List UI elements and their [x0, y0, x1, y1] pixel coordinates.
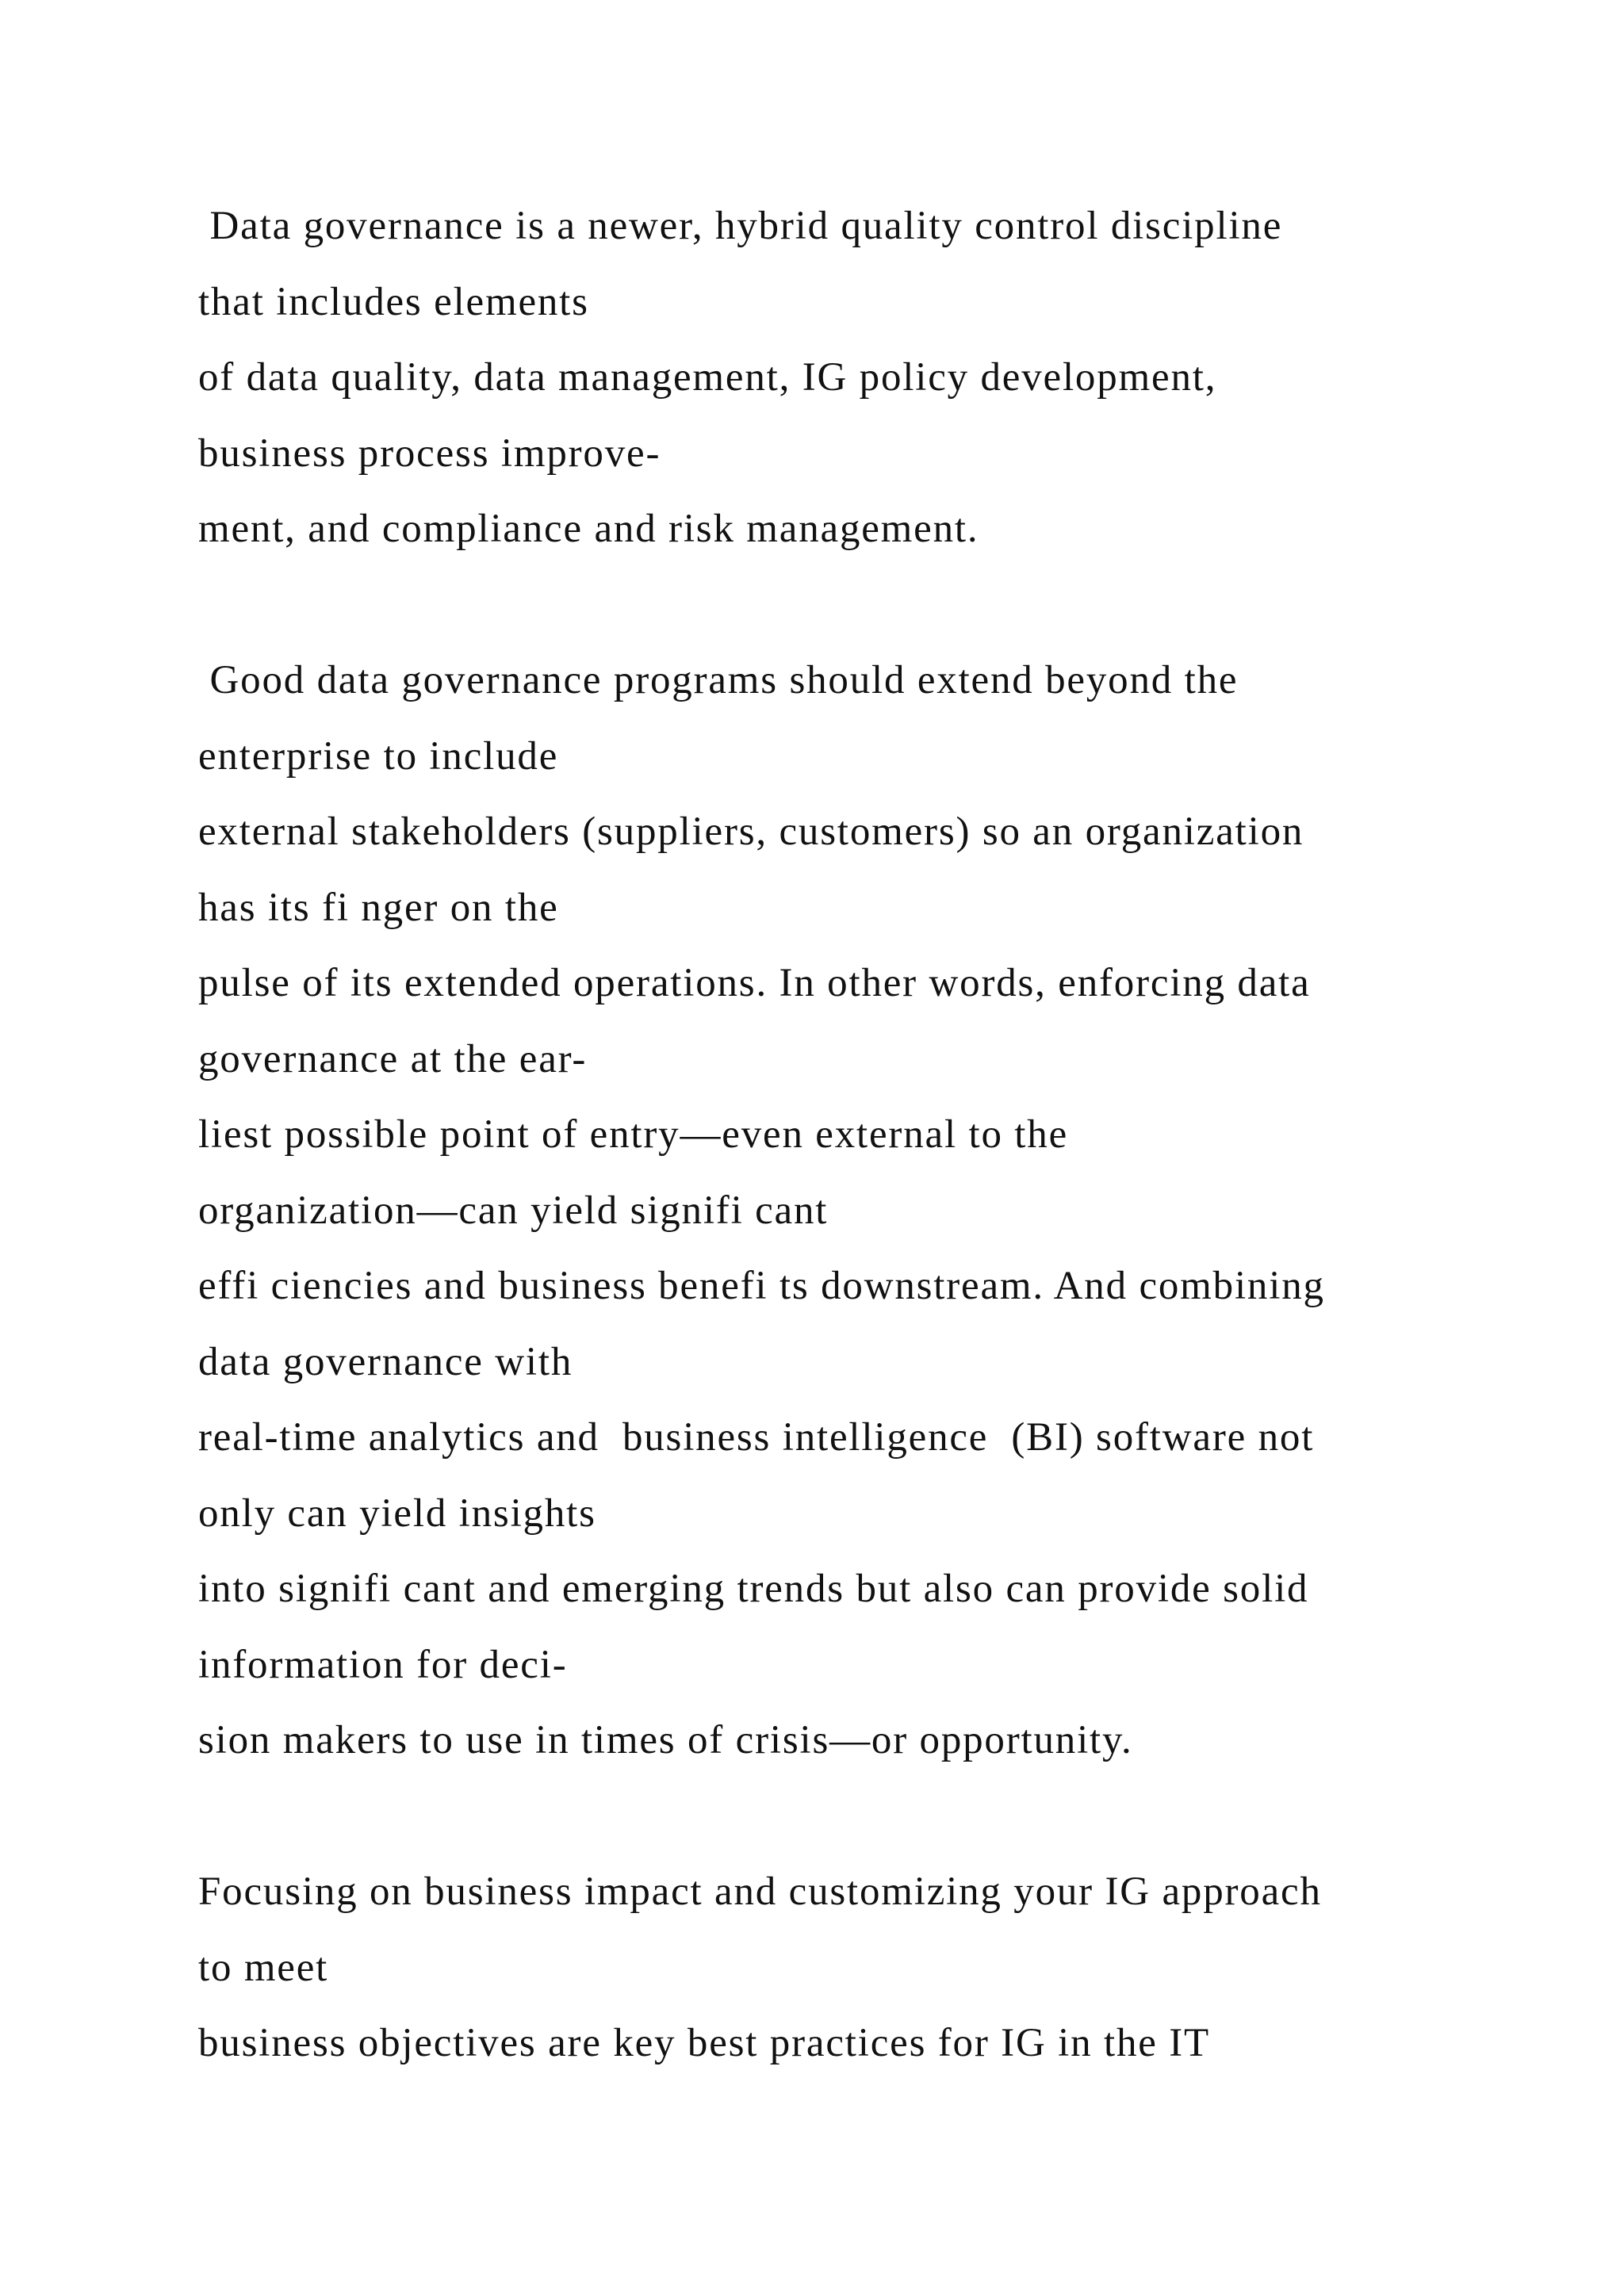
text-line: real-time analytics and business intelligence (BI) software not: [198, 1415, 1315, 1460]
text-line: only can yield insights: [198, 1490, 596, 1536]
text-line: Data governance is a newer, hybrid quality control discipline: [198, 204, 1283, 248]
text-line: into signifi cant and emerging trends but also can provide solid: [198, 1567, 1309, 1611]
text-line: data governance with: [198, 1339, 573, 1384]
text-line: Good data governance programs should extend beyond the: [198, 658, 1239, 702]
paragraph-business-impact: [198, 1854, 1546, 2082]
text-line: has its fi nger on the: [198, 885, 559, 930]
text-line: effi ciencies and business benefi ts downstream. And combining: [198, 1264, 1325, 1308]
paragraph-good-data-governance: [198, 643, 1546, 1779]
text-line: liest possible point of entry—even external to the: [198, 1112, 1069, 1157]
paragraph-spacer: [198, 568, 1546, 644]
paragraph-data-governance: [198, 189, 1546, 568]
paragraph-spacer: [198, 1779, 1546, 1855]
text-line: governance at the ear-: [198, 1036, 588, 1081]
text-line: business objectives are key best practices for IG in the IT: [198, 2021, 1210, 2065]
text-line: of data quality, data management, IG policy development,: [198, 355, 1217, 400]
text-line: pulse of its extended operations. In other words, enforcing data: [198, 961, 1311, 1005]
text-line: Focusing on business impact and customizing your IG approach: [198, 1869, 1322, 1914]
text-line: ment, and compliance and risk management.: [198, 507, 979, 551]
text-line: enterprise to include: [198, 733, 559, 779]
text-line: external stakeholders (suppliers, customers) so an organization: [198, 809, 1304, 854]
text-line: that includes elements: [198, 279, 589, 324]
text-line: business process improve-: [198, 430, 661, 476]
text-line: to meet: [198, 1945, 329, 1990]
text-line: organization—can yield signifi cant: [198, 1188, 829, 1233]
text-line: sion makers to use in times of crisis—or opportunity.: [198, 1718, 1133, 1762]
document-body: [198, 189, 1546, 2082]
text-line: information for deci-: [198, 1642, 568, 1687]
